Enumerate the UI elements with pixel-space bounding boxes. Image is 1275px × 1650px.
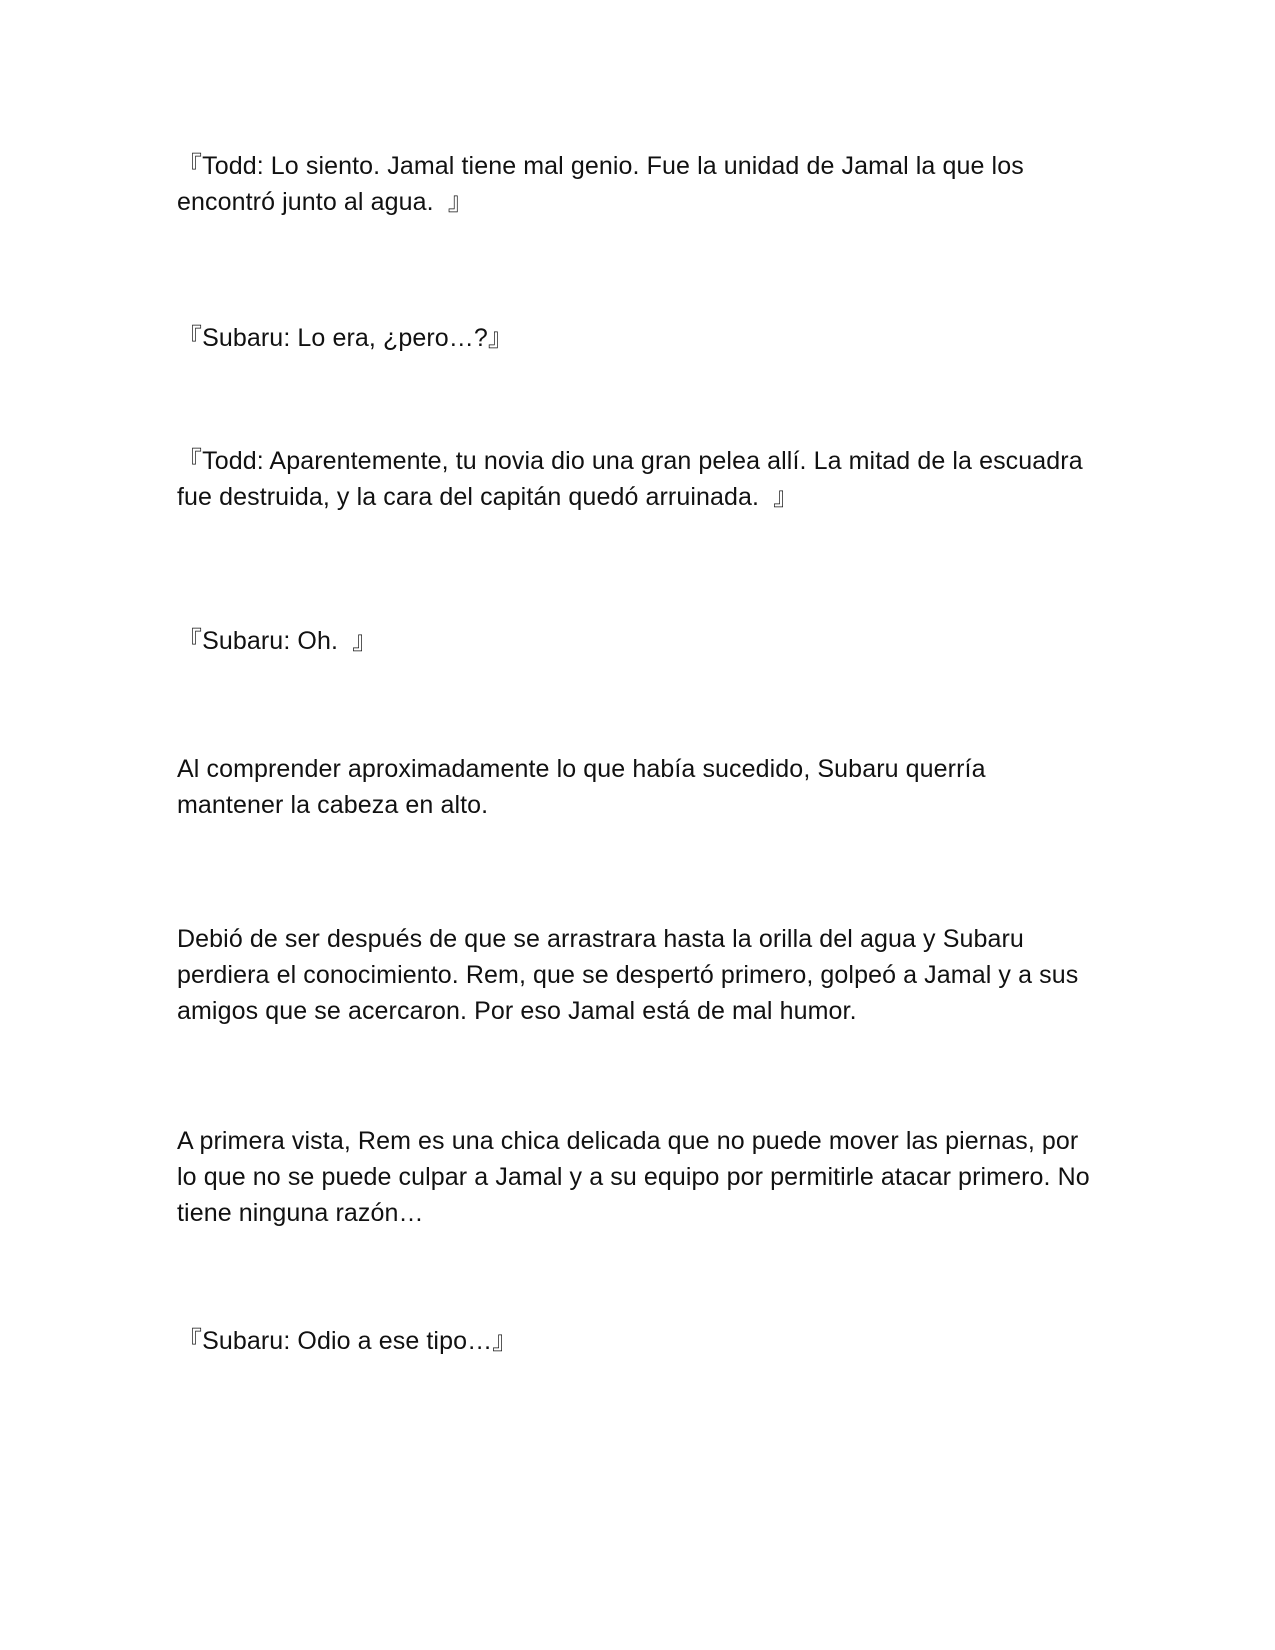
dialogue-subaru-hate: 『Subaru: Odio a ese tipo…』 bbox=[177, 1327, 518, 1355]
dialogue-todd-apology: 『Todd: Lo siento. Jamal tiene mal genio. Fue la unidad de Jamal la que los encontró junto al agua. 』 bbox=[177, 152, 1024, 216]
narration-first-glance: A primera vista, Rem es una chica delicada que no puede mover las piernas, por lo que no se puede culpar a Jamal y a su equipo por permitirle atacar primero. No tiene ninguna razón… bbox=[177, 1127, 1090, 1227]
dialogue-subaru-oh: 『Subaru: Oh. 』 bbox=[177, 627, 378, 655]
dialogue-todd-explanation: 『Todd: Aparentemente, tu novia dio una gran pelea allí. La mitad de la escuadra fue destruida, y la cara del capitán quedó arruinada. 』 bbox=[177, 447, 1083, 511]
dialogue-subaru-question: 『Subaru: Lo era, ¿pero…?』 bbox=[177, 324, 513, 352]
narration-understanding: Al comprender aproximadamente lo que había sucedido, Subaru querría mantener la cabeza en alto. bbox=[177, 755, 986, 819]
narration-rem-fight: Debió de ser después de que se arrastrara hasta la orilla del agua y Subaru perdiera el conocimiento. Rem, que se despertó primero, golpeó a Jamal y a sus amigos que se acercaron. Por eso Jamal está de mal humor. bbox=[177, 925, 1079, 1025]
